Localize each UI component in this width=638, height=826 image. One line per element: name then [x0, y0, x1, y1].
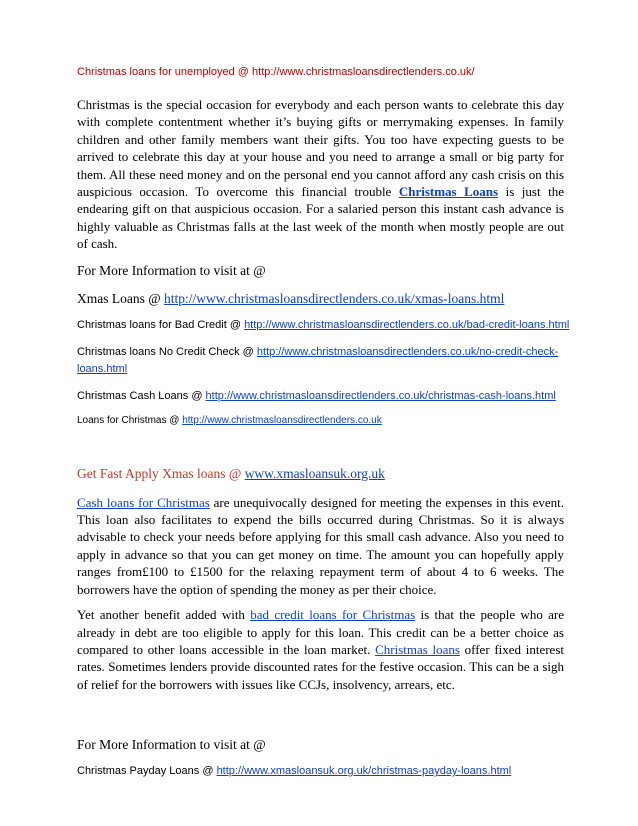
xmas-loans-heading-label: Get Fast Apply Xmas loans @ [77, 465, 245, 481]
bad-credit-link[interactable]: http://www.christmasloansdirectlenders.co.uk/bad-credit-loans.html [244, 318, 570, 331]
payday-loans-line [77, 765, 564, 777]
bad-credit-paragraph [77, 606, 564, 693]
cash-loans-link[interactable]: http://www.christmasloansdirectlenders.co.uk/christmas-cash-loans.html [205, 389, 556, 402]
no-credit-check-link[interactable]: http://www.christmasloansdirectlenders.co.uk/no-credit-check-loans.html [77, 345, 559, 375]
christmas-loans-link[interactable]: Christmas Loans [398, 184, 499, 200]
payday-loans-label: Christmas Payday Loans @ [77, 765, 217, 778]
header-separator: @ [234, 66, 253, 78]
header-label: Christmas loans for unemployed [77, 66, 235, 78]
xmas-loans-line [77, 291, 564, 307]
no-credit-check-label: Christmas loans No Credit Check @ [77, 345, 257, 358]
loans-for-christmas-line [77, 415, 564, 426]
bad-credit-line [77, 318, 570, 331]
cash-loans-label: Christmas Cash Loans @ [77, 389, 206, 402]
loans-for-christmas-label: Loans for Christmas @ [77, 414, 183, 426]
cash-loans-line [77, 390, 564, 402]
payday-loans-link[interactable]: http://www.xmasloansuk.org.uk/christmas-payday-loans.html [216, 765, 512, 778]
cash-loans-paragraph-text: are unequivocally designed for meeting the expenses in this event. This loan also facilitates to expend the bills occurred during Christmas. So it is always advisable to check your needs before applying for this small cash advance. Also you need to apply in advance so that you can get money on time. The amount you can hopefully apply ranges from£100 to £1500 for the relaxing repayment term of about 4 to 6 weeks. The borrowers have the option of spending the money as per their choice. [77, 494, 564, 597]
more-info-heading-1: For More Information to visit at @ [77, 262, 266, 278]
intro-text-after: is just the endearing gift on that auspicious occasion. For a salaried person this instant cash advance is highly valuable as Christmas falls at the last week of the month when mostly people are out of cash. [77, 184, 564, 252]
bad-credit-para-before: Yet another benefit added with [77, 607, 251, 623]
xmas-loans-link[interactable]: http://www.christmasloansdirectlenders.co.uk/xmas-loans.html [164, 290, 505, 306]
cash-loans-for-christmas-link[interactable]: Cash loans for Christmas [77, 494, 210, 510]
loans-for-christmas-link[interactable]: http://www.christmasloansdirectlenders.co.uk [182, 414, 382, 426]
christmas-loans-inline-link[interactable]: Christmas loans [375, 641, 460, 657]
xmas-loans-heading [77, 466, 564, 482]
more-info-heading-2: For More Information to visit at @ [77, 737, 266, 753]
bad-credit-para-after: offer fixed interest rates. Sometimes lenders provide discounted rates for the festive occasion. This can be a sigh of relief for the borrowers with issues like CCJs, insolvency, arrears, etc. [77, 641, 565, 692]
xmasloansuk-link[interactable]: www.xmasloansuk.org.uk [244, 465, 385, 481]
bad-credit-loans-link[interactable]: bad credit loans for Christmas [250, 607, 416, 623]
cash-loans-paragraph [77, 494, 564, 598]
bad-credit-label: Christmas loans for Bad Credit @ [77, 318, 245, 331]
intro-paragraph [77, 96, 564, 253]
intro-text-before: Christmas is the special occasion for everybody and each person wants to celebrate this day with complete contentment whether it’s buying gifts or merrymaking expenses. In family children and other family members want their gifts. You too have expecting guests to be arrived to celebrate this day at your house and you need to arrange a small or big party for them. All these need money and on the personal end you cannot afford any cash crisis on this auspicious occasion. To overcome this financial trouble [77, 97, 564, 200]
bad-credit-para-middle: is that the people who are already in debt are too eligible to apply for this loan. This credit can be a better choice as compared to other loans accessible in the loan market. [77, 607, 564, 657]
document-content [77, 66, 570, 790]
header-url[interactable]: http://www.christmasloansdirectlenders.co.uk/ [252, 66, 475, 78]
xmas-loans-label: Xmas Loans @ [77, 290, 165, 306]
no-credit-check-line [77, 344, 564, 378]
header-line [77, 66, 564, 78]
